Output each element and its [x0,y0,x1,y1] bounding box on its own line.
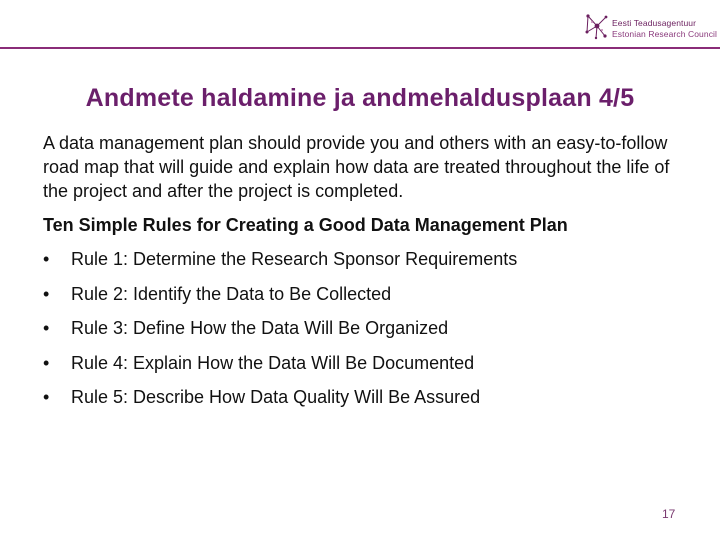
rule-text: Rule 1: Determine the Research Sponsor Requirements [71,249,518,269]
bullet: • [43,352,50,373]
rules-heading: Ten Simple Rules for Creating a Good Data Management Plan [43,215,568,235]
rules-list [43,247,693,409]
bullet: • [43,318,50,338]
rule-text: Rule 3: Define How the Data Will Be Organized [71,318,449,338]
list-item [43,247,693,271]
slide-body [43,131,693,420]
list-item [43,282,693,306]
header-divider [0,47,720,49]
list-item [43,385,693,409]
intro-paragraph: A data management plan should provide you and others with an easy-to-follow road map that will guide and explain how data are treated throughout the life of the project and after the project is completed. [43,133,670,201]
list-item [43,316,693,340]
page-number: 17 [662,507,676,521]
star-network-icon [584,12,610,40]
logo-text-line2: Estonian Research Council [612,29,718,39]
estonian-research-council-logo [584,12,718,42]
bullet: • [43,283,50,304]
rule-text: Rule 4: Explain How the Data Will Be Documented [71,352,475,373]
logo-text-line1: Eesti Teadusagentuur [612,18,697,28]
bullet: • [43,387,50,407]
rule-text: Rule 5: Describe How Data Quality Will Be Assured [71,387,481,407]
slide-title: Andmete haldamine ja andmehaldusplaan 4/5 [85,84,635,112]
rule-text: Rule 2: Identify the Data to Be Collected [71,283,392,304]
list-item [43,351,693,375]
bullet: • [43,249,50,269]
